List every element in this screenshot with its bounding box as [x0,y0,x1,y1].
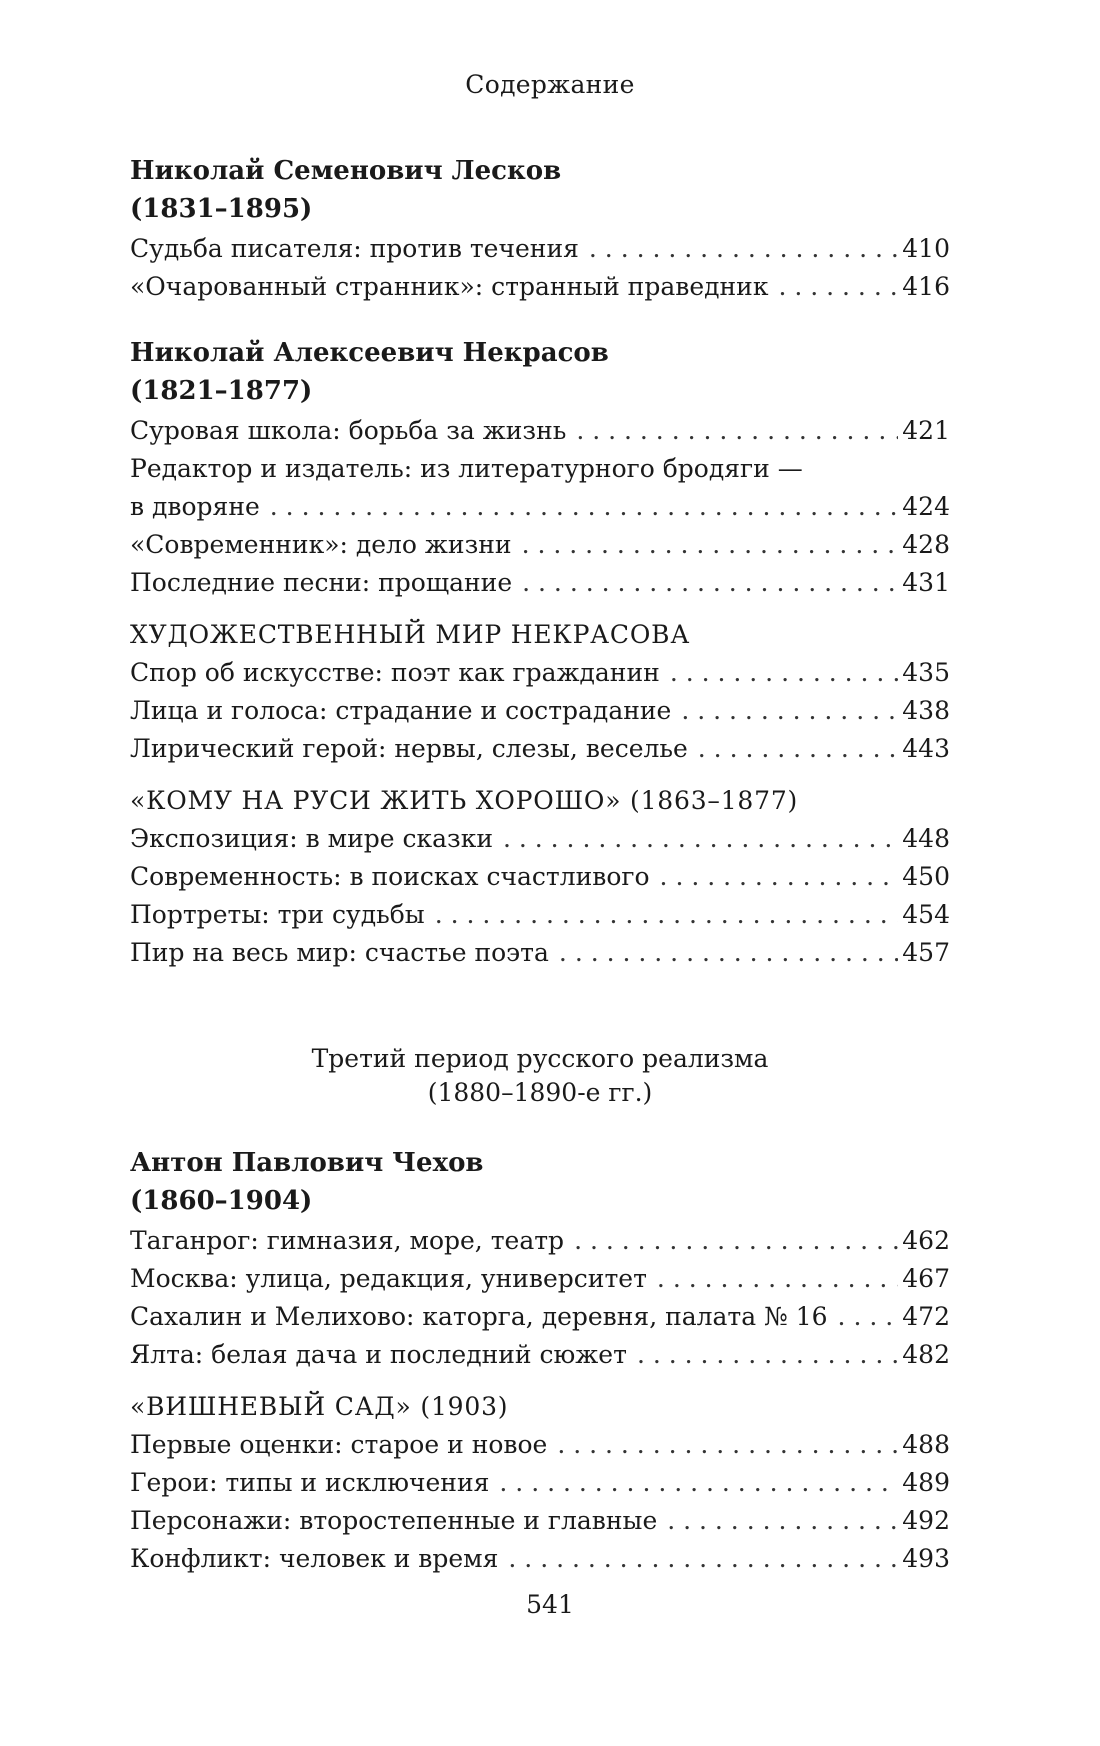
dot-leader [637,1336,898,1374]
toc-entry-page: 421 [902,416,950,445]
running-head: Содержание [465,70,635,99]
dot-leader [657,1260,898,1298]
toc-entry-page: 416 [902,272,950,301]
toc-entry[interactable] [130,1464,950,1502]
dot-leader [667,1502,898,1540]
dot-leader [681,692,898,730]
toc-entry-page: 410 [902,234,950,263]
page-number: 541 [526,1590,574,1619]
author-heading [130,1144,950,1220]
toc-entry-page: 472 [902,1302,950,1331]
author-name: Антон Павлович Чехов [130,1148,484,1178]
toc-entry-page: 488 [902,1430,950,1459]
toc-entry-title: Суровая школа: борьба за жизнь [130,416,567,445]
dot-leader [499,1464,898,1502]
author-years: (1821–1877) [130,376,313,406]
dot-leader [660,858,899,896]
toc-entry-page: 467 [902,1264,950,1293]
dot-leader [574,1222,898,1260]
toc-entry-title: Судьба писателя: против течения [130,234,579,263]
toc-entry-page: 454 [902,900,950,929]
toc-entry-title: Ялта: белая дача и последний сюжет [130,1340,627,1369]
toc-entry-page: 492 [902,1506,950,1535]
toc-entry-page: 438 [902,696,950,725]
period-years: (1880–1890-е гг.) [427,1078,653,1107]
author-years: (1860–1904) [130,1186,313,1216]
dot-leader [576,412,898,450]
dot-leader [522,526,899,564]
toc-entry[interactable] [130,526,950,564]
toc-entry-title: Персонажи: второстепенные и главные [130,1506,658,1535]
section-heading: «КОМУ НА РУСИ ЖИТЬ ХОРОШО» (1863–1877) [130,786,799,815]
author-heading [130,334,950,410]
toc-entry-page: 462 [902,1226,950,1255]
toc-entry-title: Таганрог: гимназия, море, театр [130,1226,565,1255]
toc-entry-page: 482 [902,1340,950,1369]
toc-entry-title: «Очарованный странник»: странный праведник [130,272,769,301]
toc-entry-title: «Современник»: дело жизни [130,530,512,559]
dot-leader [838,1298,899,1336]
toc-entry-title: Москва: улица, редакция, университет [130,1264,647,1293]
toc-entry-page: 435 [902,658,950,687]
toc-entry-page: 431 [902,568,950,597]
toc-entry[interactable] [130,820,950,858]
toc-entry-title-line2: в дворяне [130,492,260,521]
toc-entry-title: Современность: в поисках счастливого [130,862,650,891]
dot-leader [589,230,898,268]
author-name: Николай Семенович Лесков [130,156,562,186]
toc-entry[interactable] [130,230,950,268]
dot-leader [670,654,898,692]
toc-entry-page: 493 [902,1544,950,1573]
toc-entry[interactable] [130,692,950,730]
toc-entry[interactable] [130,1222,950,1260]
toc-entry-title: Портреты: три судьбы [130,900,425,929]
toc-entry-page: 450 [902,862,950,891]
toc-entry[interactable] [130,268,950,306]
dot-leader [778,268,898,306]
toc-entry[interactable] [130,1260,950,1298]
toc-entry-title: Последние песни: прощание [130,568,513,597]
toc-entry[interactable] [130,858,950,896]
toc-entry[interactable] [130,1426,950,1464]
period-heading [130,1042,950,1110]
toc-entry[interactable] [130,1540,950,1578]
table-of-contents [130,152,950,1578]
toc-entry-title: Конфликт: человек и время [130,1544,499,1573]
dot-leader [557,1426,898,1464]
toc-entry-page: 489 [902,1468,950,1497]
toc-entry[interactable] [130,1298,950,1336]
toc-entry-page: 448 [902,824,950,853]
toc-entry[interactable] [130,450,950,526]
toc-entry-page: 443 [902,734,950,763]
author-years: (1831–1895) [130,194,313,224]
toc-entry[interactable] [130,654,950,692]
toc-entry-title: Лирический герой: нервы, слезы, веселье [130,734,688,763]
toc-entry-title-line1: Редактор и издатель: из литературного бродяги — [130,454,803,483]
toc-entry-page: 428 [902,530,950,559]
dot-leader [522,564,898,602]
period-title: Третий период русского реализма [311,1044,769,1073]
dot-leader [559,934,898,972]
toc-entry[interactable] [130,934,950,972]
toc-entry-title: Пир на весь мир: счастье поэта [130,938,549,967]
toc-entry-title: Первые оценки: старое и новое [130,1430,548,1459]
toc-entry-page: 424 [902,492,950,521]
toc-entry-title: Герои: типы и исключения [130,1468,490,1497]
toc-entry-title: Спор об искусстве: поэт как гражданин [130,658,660,687]
dot-leader [435,896,899,934]
section-heading: ХУДОЖЕСТВЕННЫЙ МИР НЕКРАСОВА [130,620,691,649]
toc-entry-page: 457 [902,938,950,967]
toc-entry-title: Экспозиция: в мире сказки [130,824,493,853]
toc-entry-title: Лица и голоса: страдание и сострадание [130,696,672,725]
dot-leader [270,488,899,526]
toc-entry[interactable] [130,730,950,768]
dot-leader [698,730,899,768]
toc-entry[interactable] [130,412,950,450]
section-heading: «ВИШНЕВЫЙ САД» (1903) [130,1392,509,1421]
dot-leader [503,820,898,858]
toc-entry-title: Сахалин и Мелихово: каторга, деревня, палата № 16 [130,1302,828,1331]
author-heading [130,152,950,228]
dot-leader [508,1540,898,1578]
toc-entry[interactable] [130,896,950,934]
toc-entry[interactable] [130,1336,950,1374]
toc-entry[interactable] [130,564,950,602]
toc-entry[interactable] [130,1502,950,1540]
author-name: Николай Алексеевич Некрасов [130,338,609,368]
